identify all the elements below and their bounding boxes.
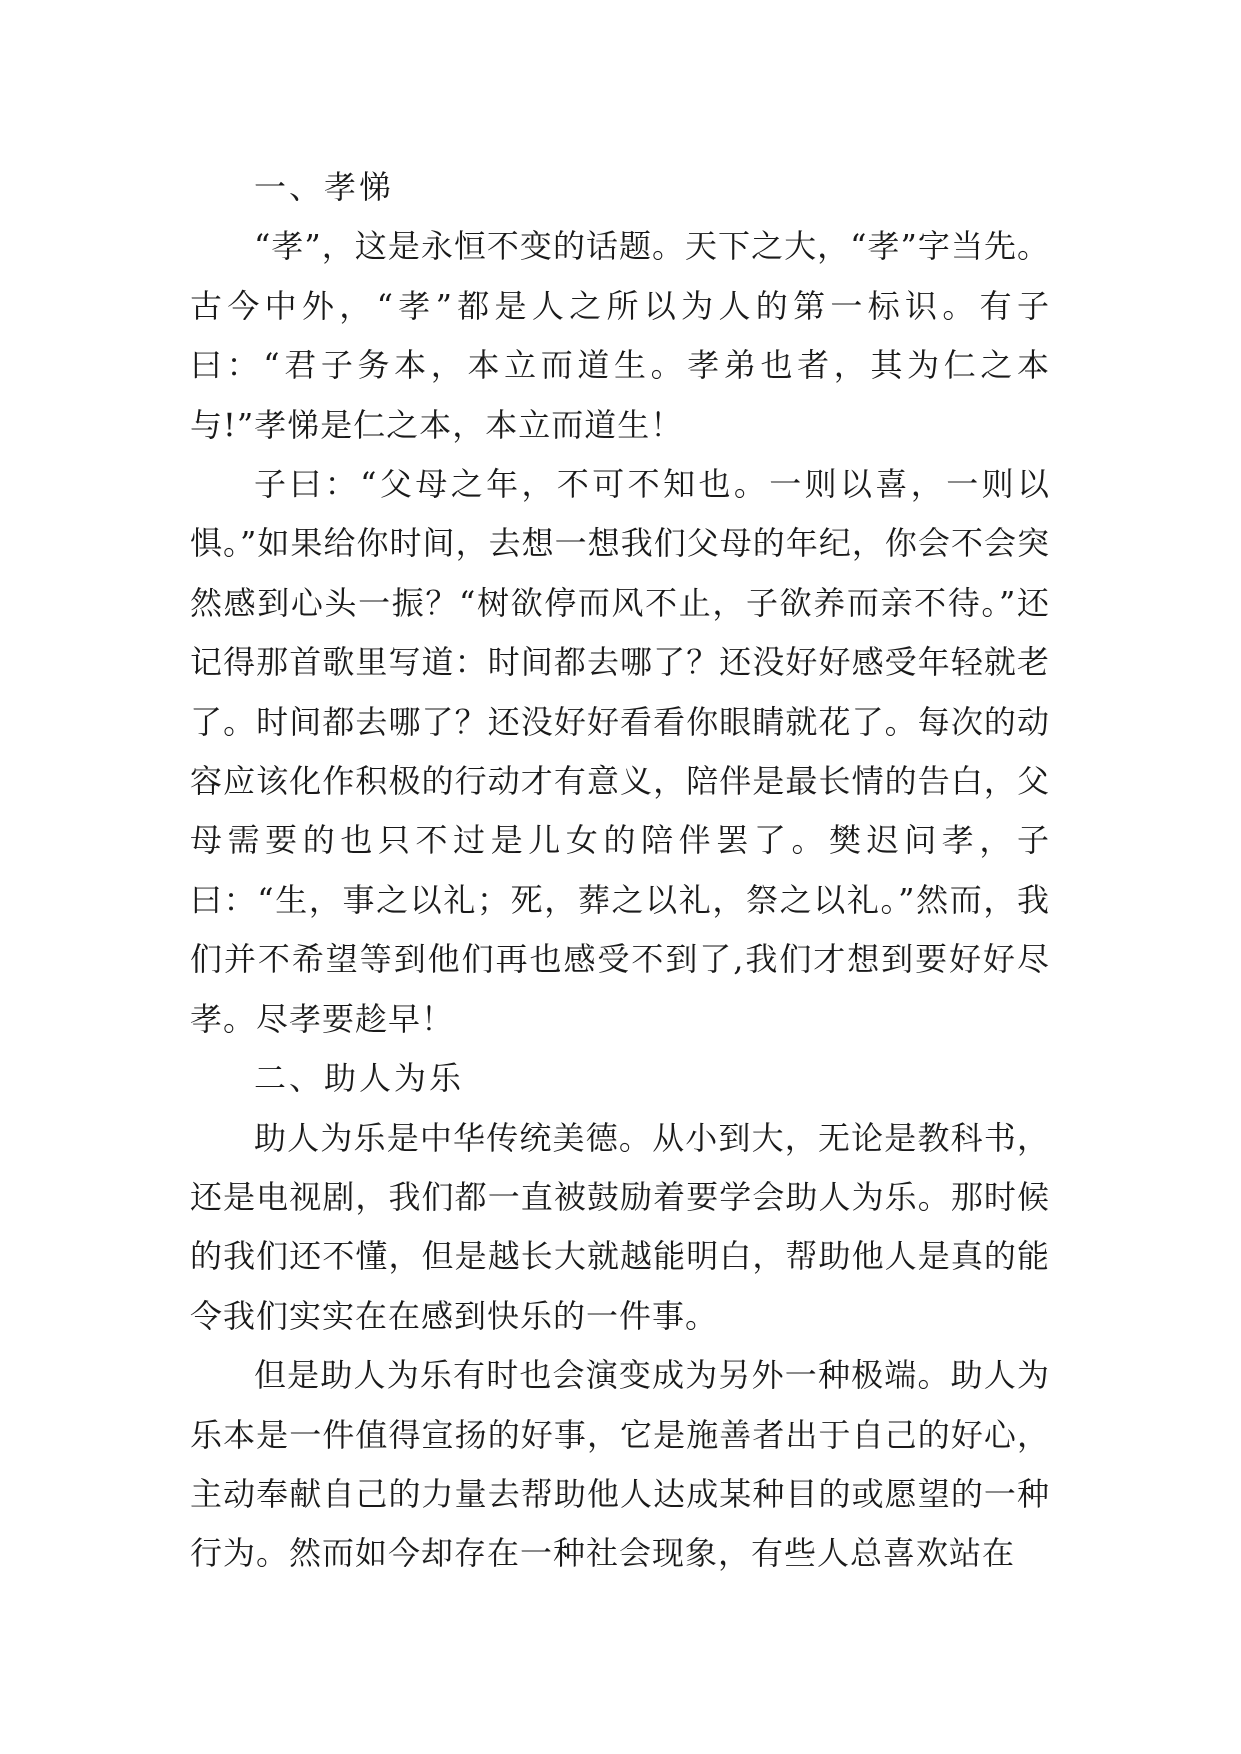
section-heading-helping-others: 二、助人为乐 (254, 1059, 465, 1098)
paragraph: 助人为乐是中华传统美德。从小到大，无论是教科书，还是电视剧，我们都一直被鼓励着要学会助人为乐。那时候的我们还不懂，但是越长大就越能明白，帮助他人是真的能令我们实实在在感到快乐的一件事。 (190, 1118, 1050, 1335)
section-heading-filial-piety: 一、孝悌 (254, 168, 395, 206)
paragraph: 但是助人为乐有时也会演变成为另外一种极端。助人为乐本是一件值得宣扬的好事，它是施善者出于自己的好心，主动奉献自己的力量去帮助他人达成某种目的或愿望的一种行为。然而如今却存在一种社会现象，有些人总喜欢站在 (190, 1356, 1050, 1573)
paragraph: “孝”，这是永恒不变的话题。天下之大，“孝”字当先。古今中外，“孝”都是人之所以为人的第一标识。有子曰：“君子务本，本立而道生。孝弟也者，其为仁之本与!”孝悌是仁之本，本立而道生！ (190, 227, 1050, 444)
paragraph: 子曰：“父母之年，不可不知也。一则以喜，一则以惧。”如果给你时间，去想一想我们父母的年纪，你会不会突然感到心头一振？“树欲停而风不止，子欲养而亲不待。”还记得那首歌里写道：时间都去哪了？还没好好感受年轻就老了。时间都去哪了？还没好好看看你眼睛就花了。每次的动容应该化作积极的行动才有意义，陪伴是最长情的告白，父母需要的也只不过是儿女的陪伴罢了。樊迟问孝，子曰：“生，事之以礼；死，葬之以礼，祭之以礼。”然而，我们并不希望等到他们再也感受不到了,我们才想到要好好尽孝。尽孝要趁早！ (190, 465, 1050, 1038)
document-body (190, 158, 1050, 1584)
